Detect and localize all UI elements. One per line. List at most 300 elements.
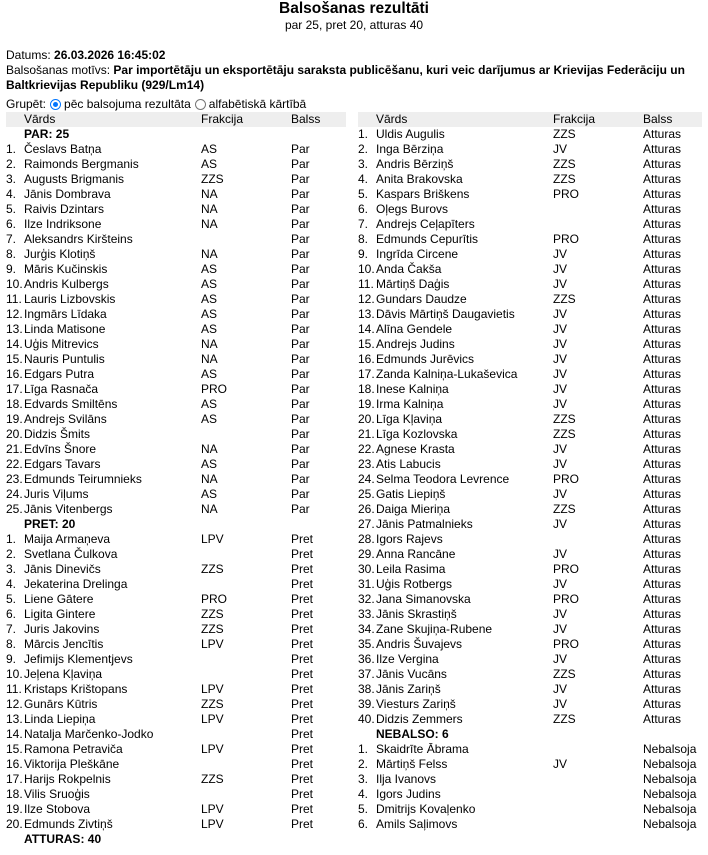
table-row	[6, 442, 346, 457]
member-name: Linda Matisone	[24, 322, 106, 336]
member-faction	[553, 802, 643, 817]
table-row	[6, 307, 346, 322]
member-faction: JV	[553, 457, 568, 471]
row-number: 27.	[358, 517, 375, 531]
member-faction: JV	[553, 682, 568, 696]
member-vote: Par	[291, 382, 310, 396]
member-vote: Atturas	[643, 652, 682, 666]
row-number: 13.	[6, 322, 23, 336]
table-row	[358, 427, 702, 442]
row-number: 10.	[6, 277, 23, 291]
member-faction: ZZS	[553, 502, 576, 516]
member-name: Skaidrīte Ābrama	[376, 742, 469, 756]
member-faction: AS	[201, 412, 218, 426]
member-name: Jānis Zariņš	[376, 682, 441, 696]
member-vote: Pret	[291, 607, 314, 621]
row-number: 40.	[358, 712, 375, 726]
table-row	[358, 382, 702, 397]
member-name: Jana Simanovska	[376, 592, 471, 606]
row-number: 18.	[6, 397, 23, 411]
member-name: Dāvis Mārtiņš Daugavietis	[376, 307, 515, 321]
row-number: 25.	[358, 487, 375, 501]
row-number: 18.	[6, 787, 23, 801]
row-number: 4.	[358, 172, 369, 186]
member-faction: JV	[553, 142, 568, 156]
row-number: 7.	[6, 232, 17, 246]
row-number: 11.	[6, 292, 22, 306]
row-number: 34.	[358, 622, 375, 636]
header-vote: Balss	[291, 112, 321, 126]
table-row	[6, 427, 346, 442]
row-number: 6.	[6, 607, 17, 621]
member-name: Andris Šuvajevs	[376, 637, 463, 651]
table-row	[6, 367, 346, 382]
member-vote: Par	[291, 247, 310, 261]
member-vote: Par	[291, 307, 310, 321]
grouping-label: Grupēt:	[6, 97, 47, 111]
row-number: 9.	[358, 247, 369, 261]
radio-alphabetical-label[interactable]: alfabētiskā kārtībā	[208, 97, 307, 111]
member-faction: LPV	[201, 682, 224, 696]
member-name: Jānis Vucāns	[376, 667, 447, 681]
member-vote: Par	[291, 157, 310, 171]
member-faction: AS	[201, 307, 218, 321]
member-faction: PRO	[553, 592, 580, 606]
row-number: 7.	[6, 622, 17, 636]
member-faction: ZZS	[553, 712, 576, 726]
row-number: 5.	[6, 592, 17, 606]
member-faction: LPV	[201, 802, 224, 816]
table-row	[358, 457, 702, 472]
member-name: Edmunds Zivtiņš	[24, 817, 113, 831]
table-header	[6, 112, 346, 127]
member-faction	[201, 577, 291, 592]
table-row	[6, 277, 346, 292]
member-faction: JV	[553, 337, 568, 351]
table-row	[358, 412, 702, 427]
member-faction: NA	[201, 472, 218, 486]
member-vote: Atturas	[643, 367, 682, 381]
member-name: Edmunds Jurēvics	[376, 352, 475, 366]
member-vote: Pret	[291, 742, 314, 756]
row-number: 14.	[358, 322, 375, 336]
member-name: Ingmārs Līdaka	[24, 307, 107, 321]
table-row	[358, 487, 702, 502]
member-name: Andris Bērziņš	[376, 157, 454, 171]
row-number: 7.	[358, 217, 369, 231]
table-row	[6, 247, 346, 262]
member-name: Atis Labucis	[376, 457, 441, 471]
table-row	[6, 712, 346, 727]
member-faction: ZZS	[553, 292, 576, 306]
row-number: 19.	[6, 802, 23, 816]
results-columns	[6, 112, 702, 847]
member-vote: Par	[291, 427, 310, 441]
member-name: Uģis Rotbergs	[376, 577, 453, 591]
member-name: Nauris Puntulis	[24, 352, 105, 366]
member-name: Mārtiņš Felss	[376, 757, 448, 771]
member-faction: PRO	[553, 637, 580, 651]
row-number: 28.	[358, 532, 375, 546]
row-number: 38.	[358, 682, 375, 696]
member-vote: Nebalsoja	[643, 757, 697, 771]
member-faction: JV	[553, 487, 568, 501]
radio-by-result-label[interactable]: pēc balsojuma rezultāta	[64, 97, 191, 111]
member-name: Inga Bērziņa	[376, 142, 444, 156]
member-faction: JV	[553, 607, 568, 621]
member-name: Juris Viļums	[24, 487, 89, 501]
row-number: 15.	[6, 742, 23, 756]
table-row	[6, 592, 346, 607]
row-number: 30.	[358, 562, 375, 576]
row-number: 19.	[358, 397, 375, 411]
table-row	[6, 157, 346, 172]
member-name: Jānis Dinevičs	[24, 562, 101, 576]
member-name: Daiga Mieriņa	[376, 502, 451, 516]
member-vote: Pret	[291, 817, 314, 831]
member-faction: AS	[201, 277, 218, 291]
table-row	[6, 547, 346, 562]
member-faction: JV	[553, 307, 568, 321]
member-faction	[201, 232, 291, 247]
row-number: 18.	[358, 382, 375, 396]
table-row	[6, 172, 346, 187]
member-vote: Pret	[291, 682, 314, 696]
member-vote: Par	[291, 487, 310, 501]
member-name: Igors Judins	[376, 787, 441, 801]
member-name: Edvards Smiltēns	[24, 397, 118, 411]
member-faction: JV	[553, 277, 568, 291]
member-name: Kaspars Briškens	[376, 187, 470, 201]
motive-line	[6, 63, 702, 93]
member-name: Anda Čakša	[376, 262, 442, 276]
member-vote: Atturas	[643, 562, 682, 576]
member-name: Uģis Mitrevics	[24, 337, 99, 351]
table-row	[358, 772, 702, 787]
row-number: 20.	[358, 412, 375, 426]
member-faction: AS	[201, 322, 218, 336]
member-name: Līga Kļaviņa	[376, 412, 443, 426]
member-vote: Atturas	[643, 412, 682, 426]
header-vote: Balss	[643, 112, 673, 126]
table-row	[358, 262, 702, 277]
member-vote: Atturas	[643, 277, 682, 291]
table-row	[6, 817, 346, 832]
row-number: 29.	[358, 547, 375, 561]
member-name: Vilis Sruoģis	[24, 787, 90, 801]
member-name: Selma Teodora Levrence	[376, 472, 510, 486]
member-vote: Atturas	[643, 442, 682, 456]
row-number: 39.	[358, 697, 375, 711]
table-row	[6, 262, 346, 277]
member-faction: JV	[553, 757, 568, 771]
member-name: Jānis Patmalnieks	[376, 517, 473, 531]
member-vote: Atturas	[643, 157, 682, 171]
member-name: Ilze Indriksone	[24, 217, 102, 231]
table-row	[6, 652, 346, 667]
member-vote: Atturas	[643, 712, 682, 726]
member-name: Gatis Liepiņš	[376, 487, 446, 501]
date-label: Datums:	[6, 48, 51, 62]
member-faction	[553, 532, 643, 547]
member-name: Mārtiņš Daģis	[376, 277, 450, 291]
member-faction: ZZS	[201, 622, 224, 636]
member-name: Māris Kučinskis	[24, 262, 108, 276]
member-vote: Atturas	[643, 247, 682, 261]
member-vote: Atturas	[643, 307, 682, 321]
member-name: Leila Rasima	[376, 562, 446, 576]
row-number: 8.	[6, 247, 17, 261]
row-number: 36.	[358, 652, 375, 666]
table-row	[6, 532, 346, 547]
table-row	[6, 802, 346, 817]
radio-alphabetical[interactable]	[195, 99, 206, 110]
member-faction: ZZS	[553, 157, 576, 171]
member-faction: AS	[201, 292, 218, 306]
row-number: 32.	[358, 592, 375, 606]
member-vote: Par	[291, 442, 310, 456]
member-faction: ZZS	[201, 607, 224, 621]
member-name: Ramona Petraviča	[24, 742, 123, 756]
table-row	[358, 592, 702, 607]
member-name: Jānis Dombrava	[24, 187, 111, 201]
member-faction: PRO	[553, 562, 580, 576]
row-number: 17.	[358, 367, 375, 381]
row-number: 17.	[6, 772, 23, 786]
member-name: Juris Jakovins	[24, 622, 100, 636]
member-faction: ZZS	[553, 412, 576, 426]
member-vote: Atturas	[643, 337, 682, 351]
member-vote: Atturas	[643, 457, 682, 471]
member-name: Agnese Krasta	[376, 442, 455, 456]
table-row	[6, 472, 346, 487]
table-row	[358, 472, 702, 487]
member-name: Inese Kalniņa	[376, 382, 449, 396]
row-number: 1.	[358, 127, 369, 141]
member-vote: Atturas	[643, 637, 682, 651]
row-number: 10.	[358, 262, 375, 276]
table-row	[358, 742, 702, 757]
member-faction: ZZS	[553, 667, 576, 681]
member-faction: ZZS	[201, 562, 224, 576]
member-vote: Par	[291, 322, 310, 336]
member-vote: Atturas	[643, 517, 682, 531]
member-faction: JV	[553, 442, 568, 456]
member-name: Anita Brakovska	[376, 172, 463, 186]
member-faction	[201, 757, 291, 772]
row-number: 4.	[6, 577, 17, 591]
member-vote: Atturas	[643, 142, 682, 156]
member-name: Didzis Zemmers	[376, 712, 463, 726]
table-row	[358, 127, 702, 142]
member-vote: Nebalsoja	[643, 742, 697, 756]
member-faction: LPV	[201, 637, 224, 651]
table-row	[358, 517, 702, 532]
member-vote: Atturas	[643, 232, 682, 246]
member-faction: ZZS	[553, 127, 576, 141]
member-name: Ilze Stobova	[24, 802, 91, 816]
member-vote: Atturas	[643, 427, 682, 441]
row-number: 12.	[6, 697, 23, 711]
table-row	[358, 142, 702, 157]
member-name: Irma Kalniņa	[376, 397, 444, 411]
row-number: 3.	[6, 562, 17, 576]
member-name: Andrejs Svilāns	[24, 412, 107, 426]
header-faction: Frakcija	[201, 112, 244, 126]
group-title: PRET: 20	[24, 517, 76, 531]
member-vote: Pret	[291, 727, 314, 741]
row-number: 37.	[358, 667, 375, 681]
member-name: Svetlana Čulkova	[24, 547, 118, 561]
member-faction: JV	[553, 367, 568, 381]
member-vote: Atturas	[643, 607, 682, 621]
row-number: 6.	[358, 817, 369, 831]
member-vote: Nebalsoja	[643, 817, 697, 831]
row-number: 5.	[358, 187, 369, 201]
member-faction: ZZS	[553, 172, 576, 186]
radio-by-result[interactable]	[50, 99, 61, 110]
member-vote: Atturas	[643, 187, 682, 201]
member-vote: Par	[291, 457, 310, 471]
member-name: Edmunds Cepurītis	[376, 232, 479, 246]
member-vote: Par	[291, 202, 310, 216]
row-number: 20.	[6, 427, 23, 441]
row-number: 19.	[6, 412, 23, 426]
table-row	[6, 217, 346, 232]
member-vote: Atturas	[643, 322, 682, 336]
row-number: 9.	[6, 652, 17, 666]
table-row	[6, 142, 346, 157]
table-row	[6, 757, 346, 772]
member-vote: Atturas	[643, 262, 682, 276]
member-faction: ZZS	[201, 172, 224, 186]
member-vote: Par	[291, 277, 310, 291]
member-vote: Atturas	[643, 547, 682, 561]
header-faction: Frakcija	[553, 112, 596, 126]
vote-meta	[6, 48, 702, 93]
row-number: 2.	[6, 547, 17, 561]
row-number: 8.	[6, 637, 17, 651]
member-faction: NA	[201, 352, 218, 366]
results-column-right	[358, 112, 702, 847]
member-faction: NA	[201, 337, 218, 351]
member-faction: NA	[201, 247, 218, 261]
table-row	[6, 787, 346, 802]
row-number: 22.	[6, 457, 23, 471]
member-vote: Atturas	[643, 172, 682, 186]
member-faction	[553, 817, 643, 832]
member-faction	[201, 652, 291, 667]
member-name: Edgars Putra	[24, 367, 95, 381]
group-title: PAR: 25	[24, 127, 70, 141]
member-faction: AS	[201, 397, 218, 411]
member-name: Līga Kozlovska	[376, 427, 458, 441]
member-name: Edvīns Šnore	[24, 442, 97, 456]
member-faction: PRO	[553, 187, 580, 201]
member-vote: Par	[291, 217, 310, 231]
table-row	[6, 187, 346, 202]
member-faction: JV	[553, 697, 568, 711]
row-number: 1.	[6, 532, 17, 546]
row-number: 5.	[358, 802, 369, 816]
table-row	[358, 292, 702, 307]
member-faction: AS	[201, 487, 218, 501]
member-name: Edmunds Teirumnieks	[24, 472, 142, 486]
member-vote: Par	[291, 472, 310, 486]
member-vote: Nebalsoja	[643, 802, 697, 816]
table-row	[6, 667, 346, 682]
member-name: Zanda Kalniņa-Lukaševica	[376, 367, 518, 381]
table-row	[6, 487, 346, 502]
member-name: Ligita Gintere	[24, 607, 96, 621]
member-name: Česlavs Batņa	[24, 142, 102, 156]
row-number: 13.	[6, 712, 23, 726]
member-faction: JV	[553, 397, 568, 411]
table-row	[6, 337, 346, 352]
table-row	[358, 397, 702, 412]
table-row	[358, 532, 702, 547]
member-name: Mārcis Jencītis	[24, 637, 104, 651]
table-row	[6, 697, 346, 712]
member-faction: LPV	[201, 712, 224, 726]
member-vote: Pret	[291, 697, 314, 711]
member-faction	[553, 217, 643, 232]
table-row	[6, 622, 346, 637]
row-number: 21.	[358, 427, 375, 441]
row-number: 20.	[6, 817, 23, 831]
member-name: Maija Armaņeva	[24, 532, 111, 546]
member-vote: Atturas	[643, 352, 682, 366]
member-faction: AS	[201, 157, 218, 171]
member-faction	[201, 667, 291, 682]
row-number: 9.	[6, 262, 17, 276]
member-name: Natalja Marčenko-Jodko	[24, 727, 154, 741]
member-faction: ZZS	[553, 427, 576, 441]
member-vote: Pret	[291, 772, 314, 786]
row-number: 14.	[6, 337, 23, 351]
member-name: Jefimijs Klementjevs	[24, 652, 133, 666]
member-name: Harijs Rokpelnis	[24, 772, 111, 786]
member-vote: Atturas	[643, 667, 682, 681]
member-vote: Nebalsoja	[643, 787, 697, 801]
member-name: Zane Skujiņa-Rubene	[376, 622, 493, 636]
member-faction: JV	[553, 652, 568, 666]
table-row	[358, 277, 702, 292]
member-vote: Par	[291, 172, 310, 186]
member-faction: NA	[201, 187, 218, 201]
member-vote: Pret	[291, 577, 314, 591]
row-number: 23.	[358, 457, 375, 471]
member-vote: Par	[291, 412, 310, 426]
row-number: 13.	[358, 307, 375, 321]
member-faction: PRO	[553, 232, 580, 246]
table-row	[6, 742, 346, 757]
table-row	[6, 457, 346, 472]
row-number: 17.	[6, 382, 23, 396]
member-name: Raimonds Bergmanis	[24, 157, 139, 171]
row-number: 8.	[358, 232, 369, 246]
table-row	[358, 217, 702, 232]
row-number: 12.	[6, 307, 23, 321]
table-row	[358, 337, 702, 352]
row-number: 25.	[6, 502, 23, 516]
row-number: 26.	[358, 502, 375, 516]
member-faction: PRO	[201, 382, 228, 396]
member-vote: Pret	[291, 637, 314, 651]
member-name: Aleksandrs Kiršteins	[24, 232, 133, 246]
table-row	[358, 307, 702, 322]
member-vote: Atturas	[643, 472, 682, 486]
